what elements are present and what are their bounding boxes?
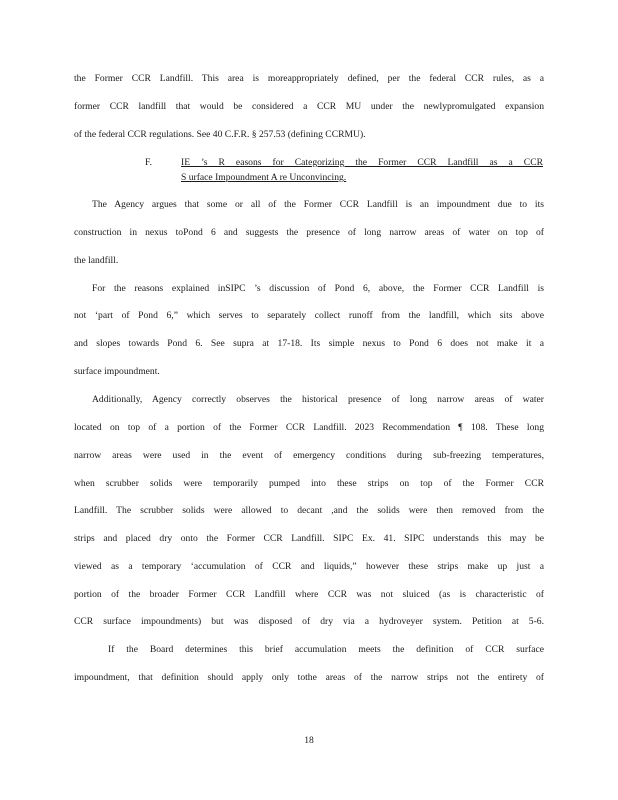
paragraph-line: The Agency argues that some or all of the Former CCR Landfill is an impoundment due to its [92,199,544,210]
paragraph-line: impoundment, that definition should apply only tothe areas of the narrow strips not the entirety of [74,672,544,683]
paragraph-line: not ‘part of Pond 6,” which serves to separately collect runoff from the landfill, which sits above [74,310,544,321]
paragraph-line: when scrubber solids were temporarily pumped into these strips on top of the Former CCR [74,478,544,489]
paragraph-line: For the reasons explained inSIPC ’s discussion of Pond 6, above, the Former CCR Landfill is [92,283,544,294]
paragraph-line: surface impoundment. [74,366,160,377]
paragraph-line: the landfill. [74,255,119,266]
paragraph-line: strips and placed dry onto the Former CCR Landfill. SIPC Ex. 41. SIPC understands this may be [74,533,544,544]
paragraph-line: narrow areas were used in the event of emergency conditions during sub-freezing temperatures, [74,450,544,461]
paragraph-line: located on top of a portion of the Former CCR Landfill. 2023 Recommendation ¶ 108. These long [74,422,544,433]
paragraph-line: portion of the broader Former CCR Landfill where CCR was not sluiced (as is characteristic of [74,589,544,600]
paragraph-line: construction in nexus toPond 6 and suggests the presence of long narrow areas of water on top of [74,227,544,238]
paragraph-line: of the federal CCR regulations. See 40 C.F.R. § 257.53 (defining CCRMU). [74,129,366,140]
paragraph-line: If the Board determines this brief accumulation meets the definition of CCR surface [108,644,544,655]
page-number: 18 [304,735,314,746]
paragraph-line: and slopes towards Pond 6. See supra at 17-18. Its simple nexus to Pond 6 does not make it a [74,338,544,349]
paragraph-line: the Former CCR Landfill. This area is moreappropriately defined, per the federal CCR rules, as a [74,73,544,84]
section-heading-continued: S urface Impoundment A re Unconvincing. [181,172,347,183]
paragraph-line: Landfill. The scrubber solids were allowed to decant ,and the solids were then removed from the [74,505,544,516]
paragraph-line: former CCR landfill that would be considered a CCR MU under the newlypromulgated expansion [74,101,544,112]
paragraph-line: CCR surface impoundments) but was disposed of dry via a hydroveyer system. Petition at 5-6. [74,616,544,627]
paragraph-line: viewed as a temporary ‘accumulation of CCR and liquids,” however these strips make up just a [74,561,544,572]
paragraph-line: Additionally, Agency correctly observes the historical presence of long narrow areas of water [92,394,544,405]
section-heading-marker: F. [145,157,152,168]
section-heading: IE ’s R easons for Categorizing the Former CCR Landfill as a CCR [181,157,543,168]
